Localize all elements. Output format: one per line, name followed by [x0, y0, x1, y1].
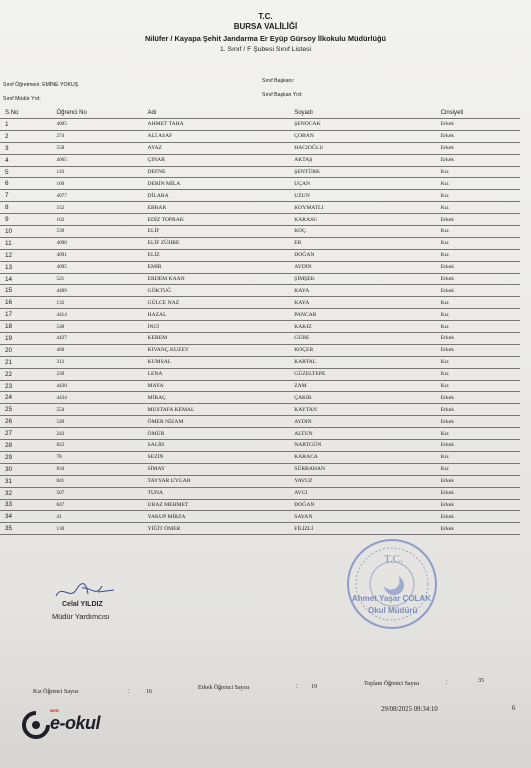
student-table — [0, 108, 520, 535]
cell-first-name: EDİZ TOPRAK — [148, 214, 295, 226]
girls-count: 16 — [146, 689, 152, 695]
cell-first-name: ALİ ASAF — [148, 130, 295, 142]
header-sno: S.No — [0, 108, 56, 119]
table-row — [0, 119, 520, 131]
cell-last-name: DOĞAN — [294, 249, 440, 261]
cell-last-name: SAYAN — [294, 511, 440, 523]
signature-scribble-icon — [52, 580, 122, 602]
girls-colon: : — [128, 689, 130, 695]
stamp-signer-title: Okul Müdürü — [368, 606, 418, 615]
table-row — [0, 440, 520, 452]
header-last-name: Soyadı — [294, 108, 440, 119]
cell-sno: 28 — [0, 440, 56, 452]
cell-sno: 26 — [0, 416, 56, 428]
cell-gender: Erkek — [441, 440, 520, 452]
cell-last-name: AYDIN — [294, 416, 440, 428]
cell-last-name: ŞENTÜRK — [294, 166, 440, 178]
cell-first-name: ELİF ZÜHRE — [148, 237, 295, 249]
cell-student-no: 132 — [56, 297, 147, 309]
cell-sno: 12 — [0, 249, 56, 261]
cell-student-no: 312 — [56, 356, 147, 368]
cell-gender: Erkek — [441, 154, 520, 166]
cell-first-name: KUMSAL — [148, 356, 295, 368]
cell-sno: 8 — [0, 202, 56, 214]
table-row — [0, 344, 520, 356]
cell-sno: 30 — [0, 463, 56, 475]
cell-student-no: 4430 — [56, 380, 147, 392]
cell-student-no: 160 — [56, 178, 147, 190]
cell-sno: 19 — [0, 333, 56, 345]
cell-gender: Erkek — [441, 333, 520, 345]
e-okul-logo-text: e-okul — [50, 713, 101, 733]
cell-gender: Erkek — [441, 487, 520, 499]
cell-last-name: KARASU — [294, 214, 440, 226]
cell-student-no: 4005 — [56, 119, 147, 131]
page-number: 6 — [512, 705, 516, 712]
cell-gender: Erkek — [441, 511, 520, 523]
table-row — [0, 404, 520, 416]
cell-sno: 20 — [0, 344, 56, 356]
cell-first-name: GÜLCE NAZ — [148, 297, 295, 309]
cell-first-name: YAKUP MİRZA — [148, 511, 295, 523]
cell-gender: Kız — [441, 297, 520, 309]
cell-sno: 16 — [0, 297, 56, 309]
cell-last-name: AYDIN — [294, 261, 440, 273]
cell-last-name: HACIOĞLU — [294, 142, 440, 154]
cell-last-name: KAYA — [294, 285, 440, 297]
cell-last-name: ÇOBAN — [294, 130, 440, 142]
cell-gender: Erkek — [441, 261, 520, 273]
cell-gender: Kız — [441, 249, 520, 261]
cell-first-name: AYAZ — [148, 142, 295, 154]
print-datetime: 29/08/2025 09:34:10 — [381, 706, 438, 713]
cell-first-name: AHMET TAHA — [148, 119, 295, 131]
table-row — [0, 226, 520, 238]
cell-last-name: KOYMATLI — [294, 202, 440, 214]
cell-gender: Kız — [441, 463, 520, 475]
cell-sno: 33 — [0, 499, 56, 511]
cell-last-name: NARTGÜN — [294, 440, 440, 452]
table-row — [0, 309, 520, 321]
cell-last-name: UZUN — [294, 190, 440, 202]
table-row — [0, 130, 520, 142]
signature-name: Celal YILDIZ — [62, 601, 103, 608]
cell-gender: Erkek — [441, 416, 520, 428]
cell-student-no: 332 — [56, 202, 147, 214]
cell-gender: Kız — [441, 166, 520, 178]
cell-gender: Erkek — [441, 119, 520, 131]
cell-first-name: MUSTAFA KEMAL — [148, 404, 295, 416]
total-count-label: Toplam Öğrenci Sayısı — [364, 681, 420, 687]
cell-sno: 4 — [0, 154, 56, 166]
cell-last-name: ŞİMŞEK — [294, 273, 440, 285]
cell-first-name: ERDEM KAAN — [148, 273, 295, 285]
cell-first-name: DERİN MİLA — [148, 178, 295, 190]
table-row — [0, 249, 520, 261]
cell-gender: Erkek — [441, 214, 520, 226]
cell-gender: Erkek — [441, 344, 520, 356]
cell-last-name: UÇAN — [294, 178, 440, 190]
total-count: 35 — [478, 678, 484, 684]
cell-gender: Erkek — [441, 273, 520, 285]
cell-sno: 17 — [0, 309, 56, 321]
boys-count: 19 — [311, 684, 317, 690]
cell-gender: Kız — [441, 321, 520, 333]
cell-first-name: URAZ MEHMET — [148, 499, 295, 511]
table-row — [0, 392, 520, 404]
signature-title: Müdür Yardımcısı — [52, 612, 110, 621]
table-row — [0, 475, 520, 487]
cell-first-name: ELİF — [148, 226, 295, 238]
table-row — [0, 428, 520, 440]
cell-sno: 11 — [0, 237, 56, 249]
cell-student-no: 4427 — [56, 333, 147, 345]
cell-first-name: ÖMER NİZAM — [148, 416, 295, 428]
cell-first-name: TAYYAR UYGAR — [148, 475, 295, 487]
cell-last-name: KAYTAN — [294, 404, 440, 416]
cell-sno: 10 — [0, 226, 56, 238]
cell-student-no: 4095 — [56, 261, 147, 273]
table-row — [0, 142, 520, 154]
cell-first-name: DİLARA — [148, 190, 295, 202]
e-okul-logo-icon — [21, 710, 51, 740]
cell-first-name: SALİH — [148, 440, 295, 452]
cell-student-no: 4414 — [56, 309, 147, 321]
cell-first-name: SEZİN — [148, 451, 295, 463]
table-row — [0, 333, 520, 345]
class-teacher: Sınıf Öğretmeni: EMİNE YOKUŞ — [3, 82, 79, 88]
cell-sno: 2 — [0, 130, 56, 142]
class-vice-president: Sınıf Başkan Yrd: — [262, 92, 303, 98]
cell-first-name: EMİR — [148, 261, 295, 273]
cell-student-no: 4434 — [56, 392, 147, 404]
table-row — [0, 285, 520, 297]
cell-sno: 14 — [0, 273, 56, 285]
table-row — [0, 214, 520, 226]
cell-first-name: MİRAÇ — [148, 392, 295, 404]
cell-last-name: KARACA — [294, 451, 440, 463]
cell-sno: 3 — [0, 142, 56, 154]
table-row — [0, 178, 520, 190]
cell-student-no: 841 — [56, 475, 147, 487]
table-row — [0, 202, 520, 214]
table-row — [0, 356, 520, 368]
cell-student-no: 847 — [56, 499, 147, 511]
cell-last-name: GÜZELTEPE — [294, 368, 440, 380]
cell-student-no: 41 — [56, 511, 147, 523]
cell-student-no: 4090 — [56, 237, 147, 249]
cell-first-name: HAZAL — [148, 309, 295, 321]
cell-student-no: 507 — [56, 487, 147, 499]
cell-first-name: İNCİ — [148, 321, 295, 333]
table-row — [0, 237, 520, 249]
table-row — [0, 511, 520, 523]
cell-gender: Erkek — [441, 404, 520, 416]
header-line1: T.C. — [258, 12, 273, 21]
cell-student-no: 130 — [56, 523, 147, 535]
cell-first-name: KEREM — [148, 333, 295, 345]
table-row — [0, 499, 520, 511]
cell-student-no: 78 — [56, 451, 147, 463]
table-row — [0, 463, 520, 475]
table-header-row — [0, 108, 520, 119]
total-colon: : — [446, 680, 448, 686]
cell-last-name: KOÇ — [294, 226, 440, 238]
table-row — [0, 380, 520, 392]
cell-first-name: ELİZ — [148, 249, 295, 261]
table-row — [0, 273, 520, 285]
table-row — [0, 368, 520, 380]
cell-sno: 21 — [0, 356, 56, 368]
table-row — [0, 261, 520, 273]
cell-student-no: 548 — [56, 321, 147, 333]
cell-sno: 7 — [0, 190, 56, 202]
table-row — [0, 166, 520, 178]
cell-first-name: EBRAR — [148, 202, 295, 214]
cell-last-name: ALTUN — [294, 428, 440, 440]
cell-sno: 23 — [0, 380, 56, 392]
cell-student-no: 558 — [56, 142, 147, 154]
cell-first-name: LENA — [148, 368, 295, 380]
boys-colon: : — [296, 684, 298, 690]
header-class-list-title: 1. Sınıf / F Şubesi Sınıf Listesi — [219, 46, 312, 53]
cell-sno: 27 — [0, 428, 56, 440]
cell-sno: 32 — [0, 487, 56, 499]
cell-gender: Kız — [441, 190, 520, 202]
cell-first-name: SİMAY — [148, 463, 295, 475]
cell-student-no: 834 — [56, 463, 147, 475]
table-row — [0, 451, 520, 463]
cell-last-name: KOÇER — [294, 344, 440, 356]
cell-gender: Kız — [441, 451, 520, 463]
cell-gender: Erkek — [441, 499, 520, 511]
cell-gender: Erkek — [441, 392, 520, 404]
table-row — [0, 416, 520, 428]
class-president: Sınıf Başkanı: — [262, 78, 295, 84]
cell-student-no: 4065 — [56, 154, 147, 166]
cell-last-name: YAVUZ — [294, 475, 440, 487]
cell-gender: Kız — [441, 178, 520, 190]
stamp-signer: Ahmet Yaşar ÇOLAK — [352, 594, 431, 603]
cell-sno: 24 — [0, 392, 56, 404]
cell-first-name: KIVANÇ KUZEY — [148, 344, 295, 356]
cell-last-name: GÜBE — [294, 333, 440, 345]
header-first-name: Adı — [148, 108, 295, 119]
table-row — [0, 321, 520, 333]
boys-count-label: Erkek Öğrenci Sayısı — [198, 685, 250, 691]
table-row — [0, 297, 520, 309]
cell-sno: 25 — [0, 404, 56, 416]
cell-student-no: 4077 — [56, 190, 147, 202]
cell-gender: Erkek — [441, 475, 520, 487]
cell-sno: 6 — [0, 178, 56, 190]
cell-last-name: FİLİZLİ — [294, 523, 440, 535]
header-school: Nilüfer / Kayapa Şehit Jandarma Er Eyüp Gürsoy İlkokulu Müdürlüğü — [144, 34, 387, 43]
cell-student-no: 243 — [56, 428, 147, 440]
cell-student-no: 239 — [56, 368, 147, 380]
table-row — [0, 523, 520, 535]
cell-gender: Kız — [441, 428, 520, 440]
cell-sno: 29 — [0, 451, 56, 463]
cell-student-no: 521 — [56, 273, 147, 285]
cell-student-no: 460 — [56, 344, 147, 356]
table-row — [0, 154, 520, 166]
cell-student-no: 822 — [56, 440, 147, 452]
cell-sno: 1 — [0, 119, 56, 131]
cell-first-name: ÖMÜR — [148, 428, 295, 440]
school-stamp-icon — [344, 536, 440, 632]
cell-gender: Erkek — [441, 523, 520, 535]
table-row — [0, 487, 520, 499]
cell-student-no: 549 — [56, 416, 147, 428]
meb-label: MEB — [50, 708, 59, 713]
cell-first-name: DEFNE — [148, 166, 295, 178]
class-vice-principal: Sınıf Müdür Yrd: — [3, 96, 41, 102]
cell-sno: 18 — [0, 321, 56, 333]
cell-last-name: AKTAŞ — [294, 154, 440, 166]
cell-last-name: SÜRBAHAN — [294, 463, 440, 475]
cell-sno: 13 — [0, 261, 56, 273]
cell-student-no: 143 — [56, 166, 147, 178]
cell-first-name: TUNA — [148, 487, 295, 499]
stamp-top-text: T.C. — [384, 553, 403, 565]
cell-student-no: 162 — [56, 214, 147, 226]
cell-sno: 15 — [0, 285, 56, 297]
cell-last-name: PANCAR — [294, 309, 440, 321]
cell-sno: 34 — [0, 511, 56, 523]
girls-count-label: Kız Öğrenci Sayısı — [33, 689, 79, 695]
cell-last-name: KAYA — [294, 297, 440, 309]
cell-last-name: ŞENOCAK — [294, 119, 440, 131]
cell-sno: 31 — [0, 475, 56, 487]
cell-last-name: KAKIZ — [294, 321, 440, 333]
cell-student-no: 274 — [56, 130, 147, 142]
cell-last-name: ÇAKIR — [294, 392, 440, 404]
table-row — [0, 190, 520, 202]
cell-gender: Kız — [441, 380, 520, 392]
cell-first-name: YİĞİT ÖMER — [148, 523, 295, 535]
cell-first-name: MAYA — [148, 380, 295, 392]
cell-sno: 5 — [0, 166, 56, 178]
cell-student-no: 554 — [56, 404, 147, 416]
cell-gender: Kız — [441, 226, 520, 238]
cell-sno: 9 — [0, 214, 56, 226]
cell-student-no: 4091 — [56, 249, 147, 261]
header-student-no: Öğrenci No — [56, 108, 147, 119]
cell-sno: 35 — [0, 523, 56, 535]
cell-gender: Erkek — [441, 130, 520, 142]
cell-gender: Erkek — [441, 142, 520, 154]
cell-gender: Kız — [441, 368, 520, 380]
cell-last-name: AVCI — [294, 487, 440, 499]
cell-last-name: DOĞAN — [294, 499, 440, 511]
cell-last-name: ER — [294, 237, 440, 249]
cell-sno: 22 — [0, 368, 56, 380]
cell-gender: Kız — [441, 309, 520, 321]
header-province: BURSA VALİLİĞİ — [233, 22, 298, 31]
cell-gender: Kız — [441, 237, 520, 249]
cell-gender: Kız — [441, 202, 520, 214]
cell-student-no: 4409 — [56, 285, 147, 297]
cell-gender: Kız — [441, 356, 520, 368]
cell-first-name: ÇINAR — [148, 154, 295, 166]
cell-gender: Erkek — [441, 285, 520, 297]
header-gender: Cinsiyeti — [441, 108, 520, 119]
cell-first-name: GÖKTUĞ — [148, 285, 295, 297]
cell-last-name: ZAM — [294, 380, 440, 392]
cell-student-no: 539 — [56, 226, 147, 238]
cell-last-name: KARTAL — [294, 356, 440, 368]
